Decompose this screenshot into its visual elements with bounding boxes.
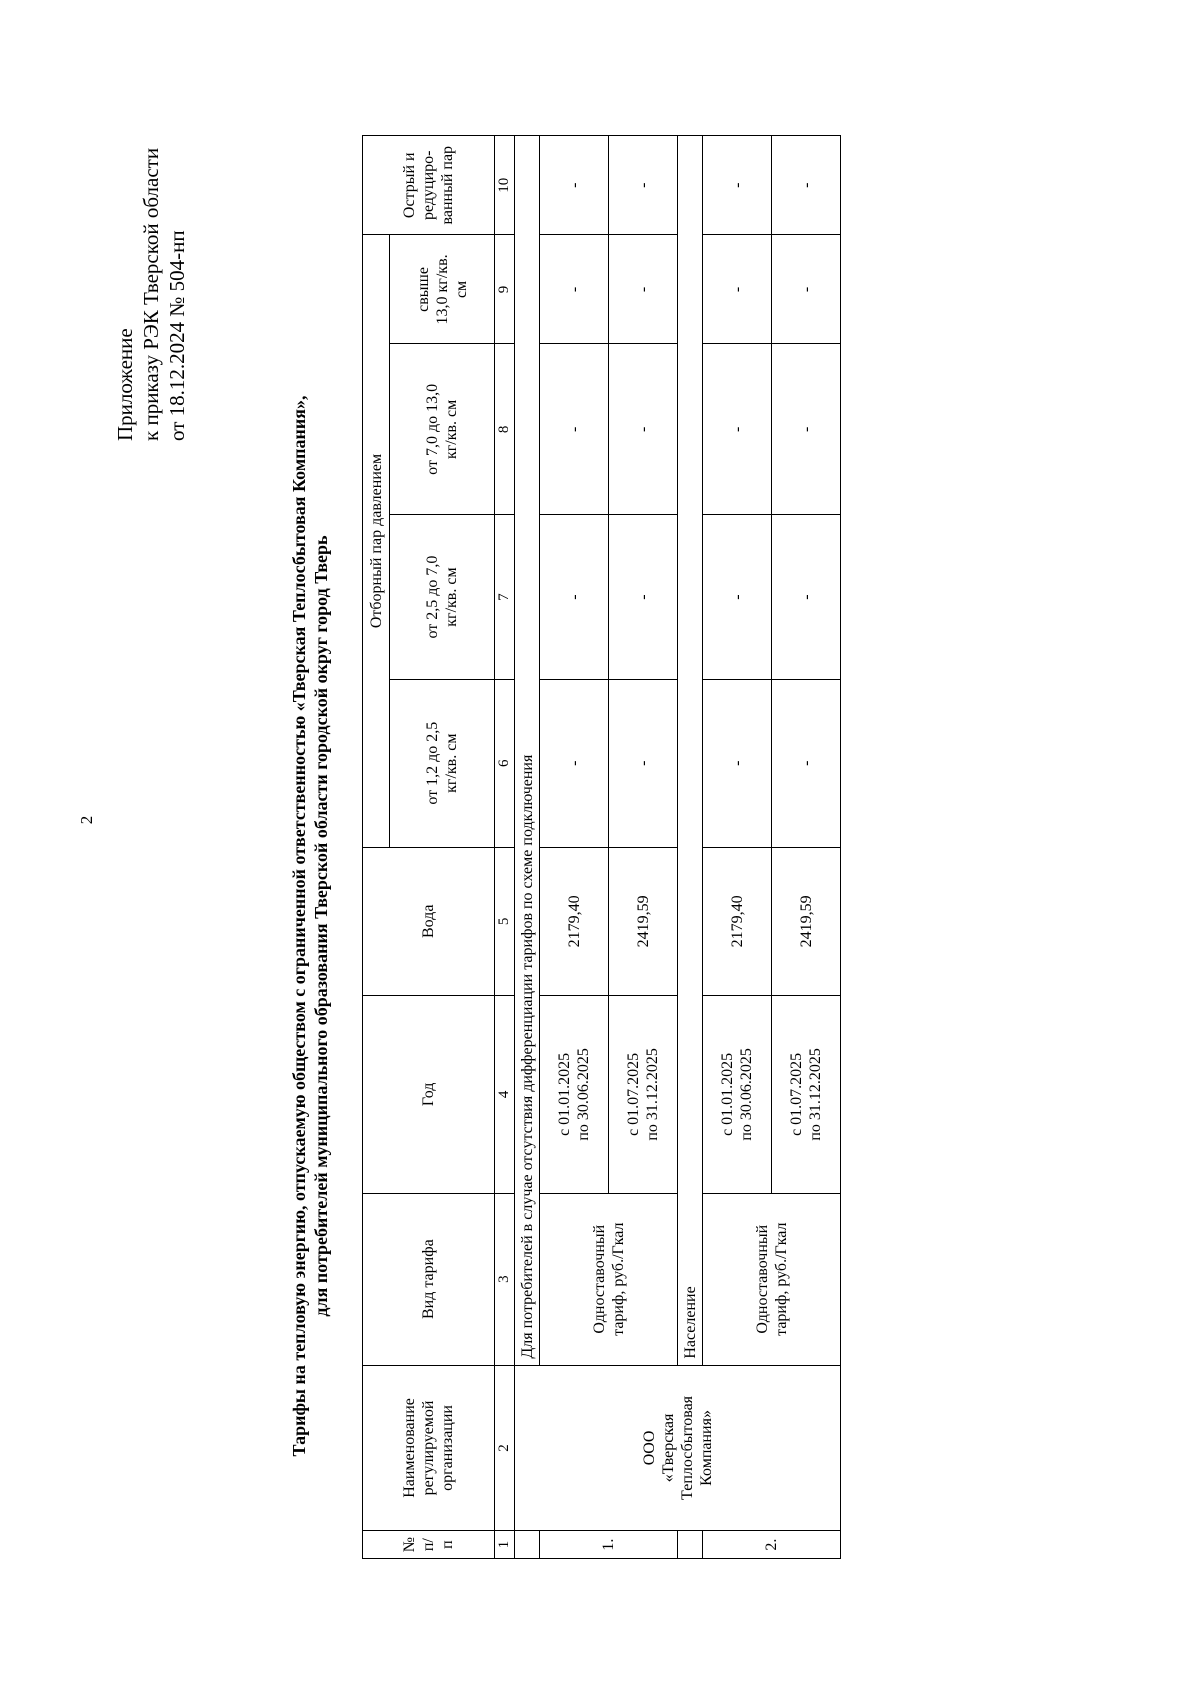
page-number: 2 — [77, 815, 96, 825]
steam-3-value: - — [540, 344, 609, 515]
header-steam-3: от 7,0 до 13,0 кг/кв. см — [390, 344, 495, 515]
steam-2-value: - — [772, 515, 841, 680]
steam-3-value: - — [772, 344, 841, 515]
period-cell: с 01.01.2025 по 30.06.2025 — [703, 996, 772, 1194]
sharp-steam-value: - — [703, 136, 772, 235]
steam-3-value: - — [703, 344, 772, 515]
sharp-steam-value: - — [772, 136, 841, 235]
appendix-note — [112, 148, 190, 441]
column-number: 5 — [495, 847, 515, 995]
title-line-1: Тарифы на тепловую энергию, отпускаемую обществом с ограниченной ответственностью «Тверская Теплосбытовая Компания», — [289, 395, 309, 1457]
column-number: 6 — [495, 679, 515, 847]
organization-name: ООО «Тверская Теплосбытовая Компания» — [515, 1365, 841, 1531]
section-label-2: Население — [678, 136, 703, 1366]
header-num: № п/ п — [363, 1531, 495, 1559]
header-steam-4: свыше 13,0 кг/кв. см — [390, 235, 495, 344]
appendix-line-1: Приложение — [113, 328, 137, 441]
column-number: 1 — [495, 1531, 515, 1559]
title-line-2: для потребителей муниципального образования Тверской области городской округ город Тверь — [311, 535, 331, 1317]
steam-3-value: - — [609, 344, 678, 515]
water-value: 2419,59 — [772, 847, 841, 995]
header-steam-1: от 1,2 до 2,5 кг/кв. см — [390, 679, 495, 847]
header-year: Год — [363, 996, 495, 1194]
steam-4-value: - — [609, 235, 678, 344]
steam-4-value: - — [772, 235, 841, 344]
header-water: Вода — [363, 847, 495, 995]
water-value: 2419,59 — [609, 847, 678, 995]
steam-4-value: - — [703, 235, 772, 344]
sharp-steam-value: - — [540, 136, 609, 235]
steam-1-value: - — [703, 679, 772, 847]
steam-1-value: - — [772, 679, 841, 847]
steam-2-value: - — [703, 515, 772, 680]
column-number: 10 — [495, 136, 515, 235]
period-cell: с 01.07.2025 по 31.12.2025 — [609, 996, 678, 1194]
header-row-top — [363, 136, 390, 1559]
steam-1-value: - — [609, 679, 678, 847]
appendix-line-2: к приказу РЭК Тверской области — [139, 147, 163, 441]
row-number-2: 2. — [703, 1531, 841, 1559]
tariff-type-1: Одноставочный тариф, руб./Гкал — [540, 1193, 678, 1365]
header-steam-group: Отборный пар давлением — [363, 235, 390, 847]
steam-4-value: - — [540, 235, 609, 344]
header-sharp-steam: Острый и редуциро- ванный пар — [363, 136, 495, 235]
column-number: 2 — [495, 1365, 515, 1531]
tariff-table — [362, 135, 841, 1559]
row-number-1: 1. — [540, 1531, 678, 1559]
column-number: 3 — [495, 1193, 515, 1365]
section-label-1: Для потребителей в случае отсутствия дифференциации тарифов по схеме подключения — [515, 136, 540, 1366]
steam-1-value: - — [540, 679, 609, 847]
table-row — [703, 136, 772, 1559]
document-title — [288, 276, 332, 1576]
appendix-line-3: от 18.12.2024 № 504-нп — [165, 230, 189, 441]
column-number: 8 — [495, 344, 515, 515]
table-row — [540, 136, 609, 1559]
header-steam-2: от 2,5 до 7,0 кг/кв. см — [390, 515, 495, 680]
water-value: 2179,40 — [540, 847, 609, 995]
period-cell: с 01.01.2025 по 30.06.2025 — [540, 996, 609, 1194]
water-value: 2179,40 — [703, 847, 772, 995]
section-spacer-cell — [678, 1531, 703, 1559]
period-cell: с 01.07.2025 по 31.12.2025 — [772, 996, 841, 1194]
header-org: Наименование регулируемой организации — [363, 1365, 495, 1531]
column-number: 9 — [495, 235, 515, 344]
section-row — [515, 136, 540, 1559]
column-number: 7 — [495, 515, 515, 680]
tariff-type-2: Одноставочный тариф, руб./Гкал — [703, 1193, 841, 1365]
section-row — [678, 136, 703, 1559]
section-spacer-cell — [515, 1531, 540, 1559]
steam-2-value: - — [609, 515, 678, 680]
header-tariff-type: Вид тарифа — [363, 1193, 495, 1365]
column-number: 4 — [495, 996, 515, 1194]
sharp-steam-value: - — [609, 136, 678, 235]
column-number-row — [495, 136, 515, 1559]
steam-2-value: - — [540, 515, 609, 680]
